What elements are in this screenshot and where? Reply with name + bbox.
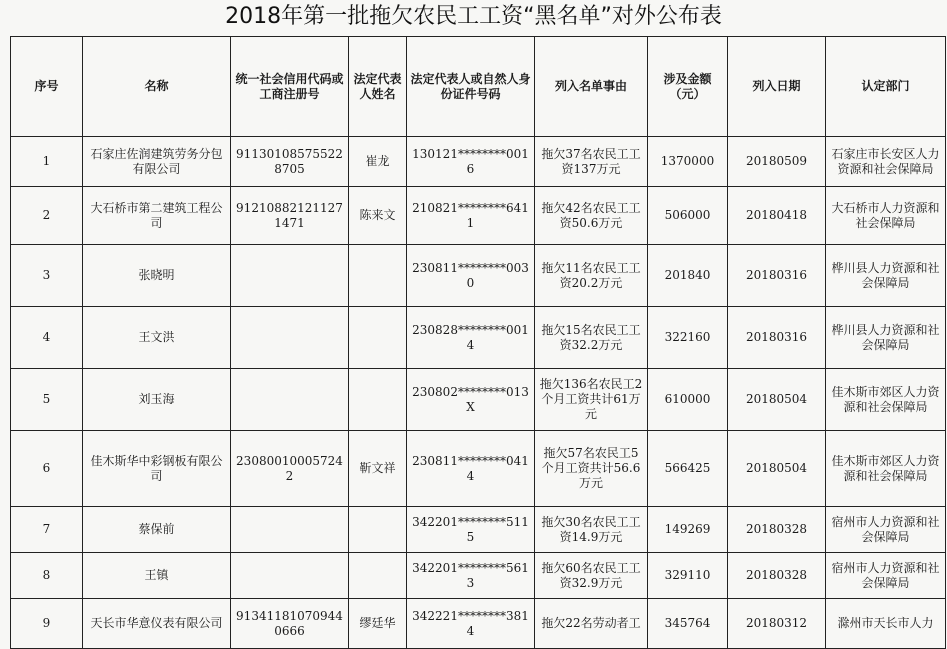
cell-index: 7: [11, 507, 83, 553]
cell-reason: 拖欠57名农民工5个月工资共计56.6万元: [535, 431, 648, 507]
cell-index: 3: [11, 245, 83, 307]
cell-id-number: 230811********0414: [407, 431, 535, 507]
cell-date: 20180316: [728, 245, 826, 307]
header-name: 名称: [83, 37, 231, 137]
cell-amount: 345764: [648, 599, 728, 649]
cell-date: 20180509: [728, 137, 826, 187]
cell-amount: 566425: [648, 431, 728, 507]
cell-credit-code: [231, 507, 349, 553]
cell-amount: 610000: [648, 369, 728, 431]
cell-legal-rep: 缪廷华: [349, 599, 407, 649]
cell-name: 张晓明: [83, 245, 231, 307]
cell-amount: 506000: [648, 187, 728, 245]
cell-credit-code: 230800100057242: [231, 431, 349, 507]
cell-amount: 329110: [648, 553, 728, 599]
cell-name: 佳木斯华中彩钢板有限公司: [83, 431, 231, 507]
table-row: [11, 599, 946, 649]
cell-department: 宿州市人力资源和社会保障局: [826, 507, 946, 553]
cell-name: 蔡保前: [83, 507, 231, 553]
cell-id-number: 230811********0030: [407, 245, 535, 307]
cell-name: 石家庄佐润建筑劳务分包有限公司: [83, 137, 231, 187]
cell-reason: 拖欠22名劳动者工: [535, 599, 648, 649]
cell-legal-rep: 陈来文: [349, 187, 407, 245]
cell-reason: 拖欠136名农民工2个月工资共计61万元: [535, 369, 648, 431]
header-amount: 涉及金额（元）: [648, 37, 728, 137]
cell-index: 1: [11, 137, 83, 187]
cell-id-number: 230828********0014: [407, 307, 535, 369]
table-row: [11, 307, 946, 369]
header-id-number: 法定代表人或自然人身份证件号码: [407, 37, 535, 137]
cell-id-number: 210821********6411: [407, 187, 535, 245]
cell-date: 20180504: [728, 431, 826, 507]
cell-credit-code: [231, 245, 349, 307]
cell-id-number: 342221********3814: [407, 599, 535, 649]
cell-credit-code: [231, 553, 349, 599]
cell-credit-code: 913411810709440666: [231, 599, 349, 649]
cell-credit-code: [231, 307, 349, 369]
cell-legal-rep: [349, 245, 407, 307]
cell-index: 4: [11, 307, 83, 369]
cell-index: 9: [11, 599, 83, 649]
blacklist-table: [10, 36, 946, 649]
cell-date: 20180312: [728, 599, 826, 649]
header-credit-code: 统一社会信用代码或工商注册号: [231, 37, 349, 137]
cell-credit-code: [231, 369, 349, 431]
cell-amount: 149269: [648, 507, 728, 553]
cell-reason: 拖欠60名农民工工资32.9万元: [535, 553, 648, 599]
cell-index: 5: [11, 369, 83, 431]
cell-name: 王文洪: [83, 307, 231, 369]
header-department: 认定部门: [826, 37, 946, 137]
table-row: [11, 187, 946, 245]
cell-index: 6: [11, 431, 83, 507]
cell-legal-rep: [349, 507, 407, 553]
table-row: [11, 369, 946, 431]
header-index: 序号: [11, 37, 83, 137]
table-row: [11, 553, 946, 599]
cell-index: 8: [11, 553, 83, 599]
header-date: 列入日期: [728, 37, 826, 137]
cell-department: 滁州市天长市人力: [826, 599, 946, 649]
page-title: 2018年第一批拖欠农民工工资“黑名单”对外公布表: [225, 4, 722, 29]
cell-legal-rep: [349, 369, 407, 431]
cell-id-number: 130121********0016: [407, 137, 535, 187]
cell-credit-code: 911301085755228705: [231, 137, 349, 187]
cell-department: 佳木斯市郊区人力资源和社会保障局: [826, 369, 946, 431]
cell-reason: 拖欠37名农民工工资137万元: [535, 137, 648, 187]
cell-id-number: 230802********013X: [407, 369, 535, 431]
cell-reason: 拖欠11名农民工工资20.2万元: [535, 245, 648, 307]
cell-reason: 拖欠15名农民工工资32.2万元: [535, 307, 648, 369]
cell-department: 桦川县人力资源和社会保障局: [826, 245, 946, 307]
table-row: [11, 507, 946, 553]
cell-date: 20180328: [728, 507, 826, 553]
table-row: [11, 245, 946, 307]
cell-department: 石家庄市长安区人力资源和社会保障局: [826, 137, 946, 187]
cell-department: 宿州市人力资源和社会保障局: [826, 553, 946, 599]
cell-date: 20180418: [728, 187, 826, 245]
cell-legal-rep: [349, 553, 407, 599]
cell-legal-rep: 靳文祥: [349, 431, 407, 507]
cell-amount: 322160: [648, 307, 728, 369]
cell-name: 大石桥市第二建筑工程公司: [83, 187, 231, 245]
cell-id-number: 342201********5613: [407, 553, 535, 599]
cell-department: 大石桥市人力资源和社会保障局: [826, 187, 946, 245]
cell-index: 2: [11, 187, 83, 245]
cell-id-number: 342201********5115: [407, 507, 535, 553]
cell-legal-rep: [349, 307, 407, 369]
cell-name: 刘玉海: [83, 369, 231, 431]
cell-department: 佳木斯市郊区人力资源和社会保障局: [826, 431, 946, 507]
header-legal-rep: 法定代表人姓名: [349, 37, 407, 137]
cell-date: 20180504: [728, 369, 826, 431]
cell-name: 天长市华意仪表有限公司: [83, 599, 231, 649]
cell-reason: 拖欠30名农民工工资14.9万元: [535, 507, 648, 553]
cell-legal-rep: 崔龙: [349, 137, 407, 187]
cell-credit-code: 912108821211271471: [231, 187, 349, 245]
header-reason: 列入名单事由: [535, 37, 648, 137]
cell-date: 20180316: [728, 307, 826, 369]
cell-name: 王镇: [83, 553, 231, 599]
cell-reason: 拖欠42名农民工工资50.6万元: [535, 187, 648, 245]
cell-department: 桦川县人力资源和社会保障局: [826, 307, 946, 369]
table-header-row: [11, 37, 946, 137]
cell-amount: 1370000: [648, 137, 728, 187]
table-row: [11, 431, 946, 507]
cell-date: 20180328: [728, 553, 826, 599]
cell-amount: 201840: [648, 245, 728, 307]
table-row: [11, 137, 946, 187]
